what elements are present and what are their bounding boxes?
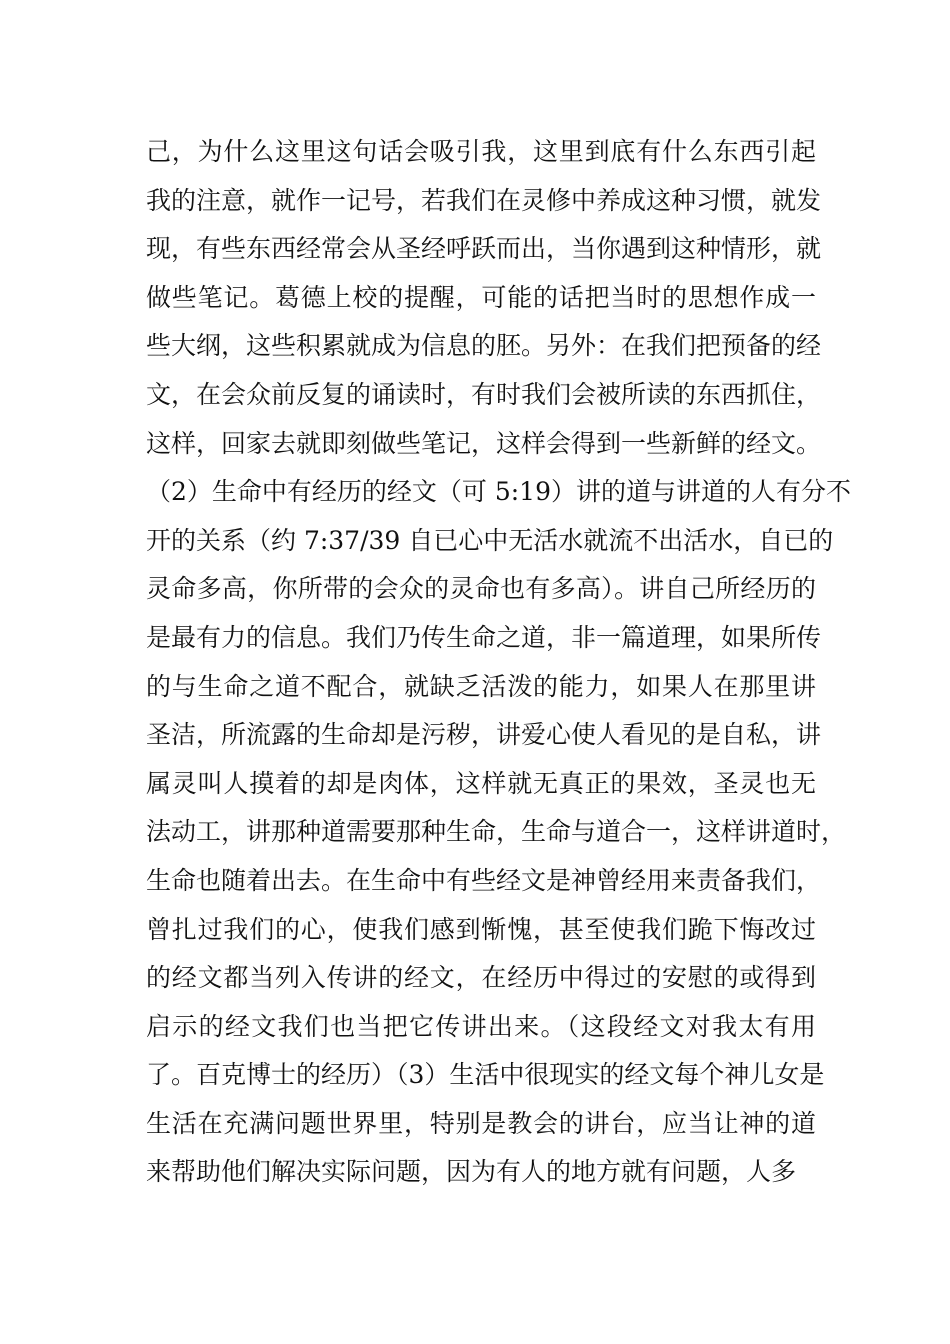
body-text (146, 128, 851, 1197)
text-line: 曾扎过我们的心，使我们感到惭愧，甚至使我们跪下悔改过 (146, 914, 816, 944)
text-line: 启示的经文我们也当把它传讲出来。（这段经文对我太有用 (146, 1011, 816, 1041)
text-line: 开的关系（约 7:37/39 自已心中无活水就流不出活水，自已的 (146, 525, 834, 555)
text-line: 圣洁，所流露的生命却是污秽，讲爱心使人看见的是自私，讲 (146, 720, 822, 750)
text-line: 灵命多高，你所带的会众的灵命也有多高）。讲自己所经历的 (146, 574, 816, 604)
text-line: 的与生命之道不配合，就缺乏活泼的能力，如果人在那里讲 (146, 671, 816, 701)
text-line: 我的注意，就作一记号，若我们在灵修中养成这种习惯，就发 (146, 185, 822, 215)
text-line: 些大纲，这些积累就成为信息的胚。另外：在我们把预备的经 (146, 331, 822, 361)
text-line: 属灵叫人摸着的却是肉体，这样就无真正的果效，圣灵也无 (146, 768, 816, 798)
text-line: （2）生命中有经历的经文（可 5:19）讲的道与讲道的人有分不 (146, 477, 851, 507)
text-line: 的经文都当列入传讲的经文，在经历中得过的安慰的或得到 (146, 963, 816, 993)
text-line: 生活在充满问题世界里，特别是教会的讲台，应当让神的道 (146, 1108, 816, 1138)
text-line: 是最有力的信息。我们乃传生命之道，非一篇道理，如果所传 (146, 622, 822, 652)
text-line: 生命也随着出去。在生命中有些经文是神曾经用来责备我们， (146, 865, 822, 895)
text-line: 己，为什么这里这句话会吸引我，这里到底有什么东西引起 (146, 137, 816, 166)
text-line: 这样，回家去就即刻做些笔记，这样会得到一些新鲜的经文。 (146, 428, 822, 458)
text-line: 文，在会众前反复的诵读时，有时我们会被所读的东西抓住， (146, 379, 822, 409)
text-line: 现，有些东西经常会从圣经呼跃而出，当你遇到这种情形，就 (146, 234, 822, 264)
text-line: 了。百克博士的经历）（3）生活中很现实的经文每个神儿女是 (146, 1060, 825, 1090)
text-line: 来帮助他们解决实际问题，因为有人的地方就有问题，人多 (146, 1157, 797, 1187)
text-line: 法动工，讲那种道需要那种生命，生命与道合一，这样讲道时， (146, 817, 847, 847)
text-line: 做些笔记。葛德上校的提醒，可能的话把当时的思想作成一 (146, 282, 816, 312)
